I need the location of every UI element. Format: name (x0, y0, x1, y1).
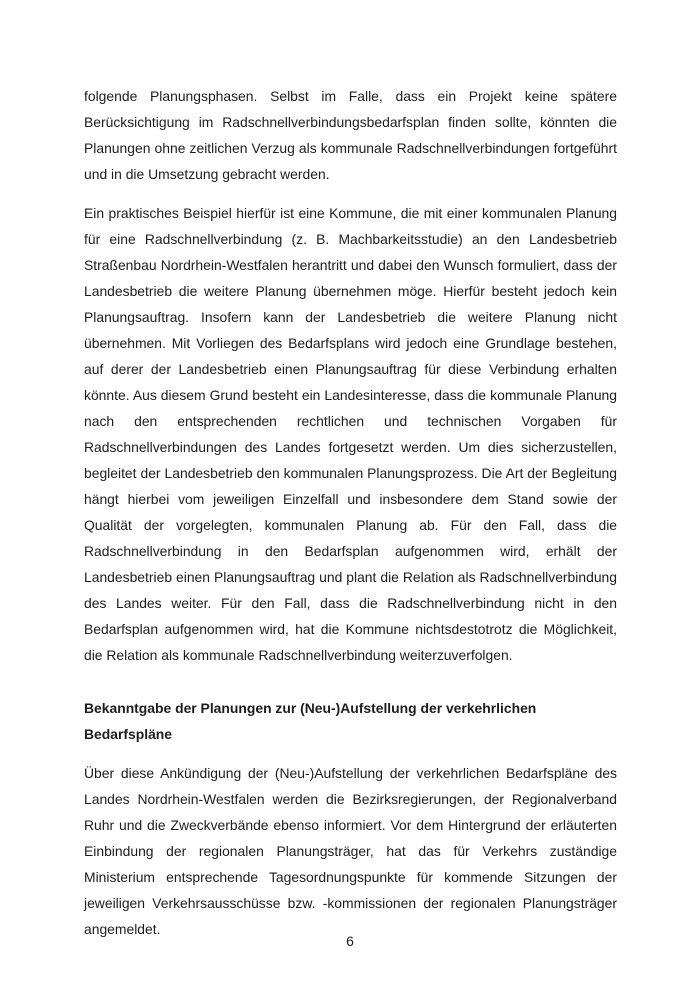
paragraph: folgende Planungsphasen. Selbst im Falle, dass ein Projekt keine spätere Berücksichtigung im Radschnellverbindungsbedarfsplan finden sollte, könnten die Planungen ohne zeitlichen Verzug als kommunale Radschnellverbindungen fortgeführt und in die Umsetzung gebracht werden. (84, 88, 617, 182)
page-number: 6 (346, 933, 354, 949)
section-heading: Bekanntgabe der Planungen zur (Neu-)Aufstellung der verkehrlichen Bedarfspläne (84, 700, 537, 742)
paragraph: Über diese Ankündigung der (Neu-)Aufstellung der verkehrlichen Bedarfspläne des Landes Nordrhein-Westfalen werden die Bezirksregierungen, der Regionalverband Ruhr und die Zweckverbände ebenso informiert. Vor dem Hintergrund der erläuterten Einbindung der regionalen Planungsträger, hat das für Verkehrs zuständige Ministerium entsprechende Tagesordnungspunkte für kommende Sitzungen der jeweiligen Verkehrsausschüsse bzw. -kommissionen der regionalen Planungsträger angemeldet. (84, 765, 617, 937)
document-body (84, 83, 617, 942)
paragraph: Ein praktisches Beispiel hierfür ist eine Kommune, die mit einer kommunalen Planung für eine Radschnellverbindung (z. B. Machbarkeitsstudie) an den Landesbetrieb Straßenbau Nordrhein-Westfalen herantritt und dabei den Wunsch formuliert, dass der Landesbetrieb die weitere Planung übernehmen möge. Hierfür besteht jedoch kein Planungsauftrag. Insofern kann der Landesbetrieb die weitere Planung nicht übernehmen. Mit Vorliegen des Bedarfsplans wird jedoch eine Grundlage bestehen, auf derer der Landesbetrieb einen Planungsauftrag für diese Verbindung erhalten könnte. Aus diesem Grund besteht ein Landesinteresse, dass die kommunale Planung nach den entsprechenden rechtlichen und technischen Vorgaben für Radschnellverbindungen des Landes fortgesetzt werden. Um dies sicherzustellen, begleitet der Landesbetrieb den kommunalen Planungsprozess. Die Art der Begleitung hängt hierbei vom jeweiligen Einzelfall und insbesondere dem Stand sowie der Qualität der vorgelegten, kommunalen Planung ab. Für den Fall, dass die Radschnellverbindung in den Bedarfsplan aufgenommen wird, erhält der Landesbetrieb einen Planungsauftrag und plant die Relation als Radschnellverbindung des Landes weiter. Für den Fall, dass die Radschnellverbindung nicht in den Bedarfsplan aufgenommen wird, hat die Kommune nichtsdestotrotz die Möglichkeit, die Relation als kommunale Radschnellverbindung weiterzuverfolgen. (84, 205, 617, 663)
